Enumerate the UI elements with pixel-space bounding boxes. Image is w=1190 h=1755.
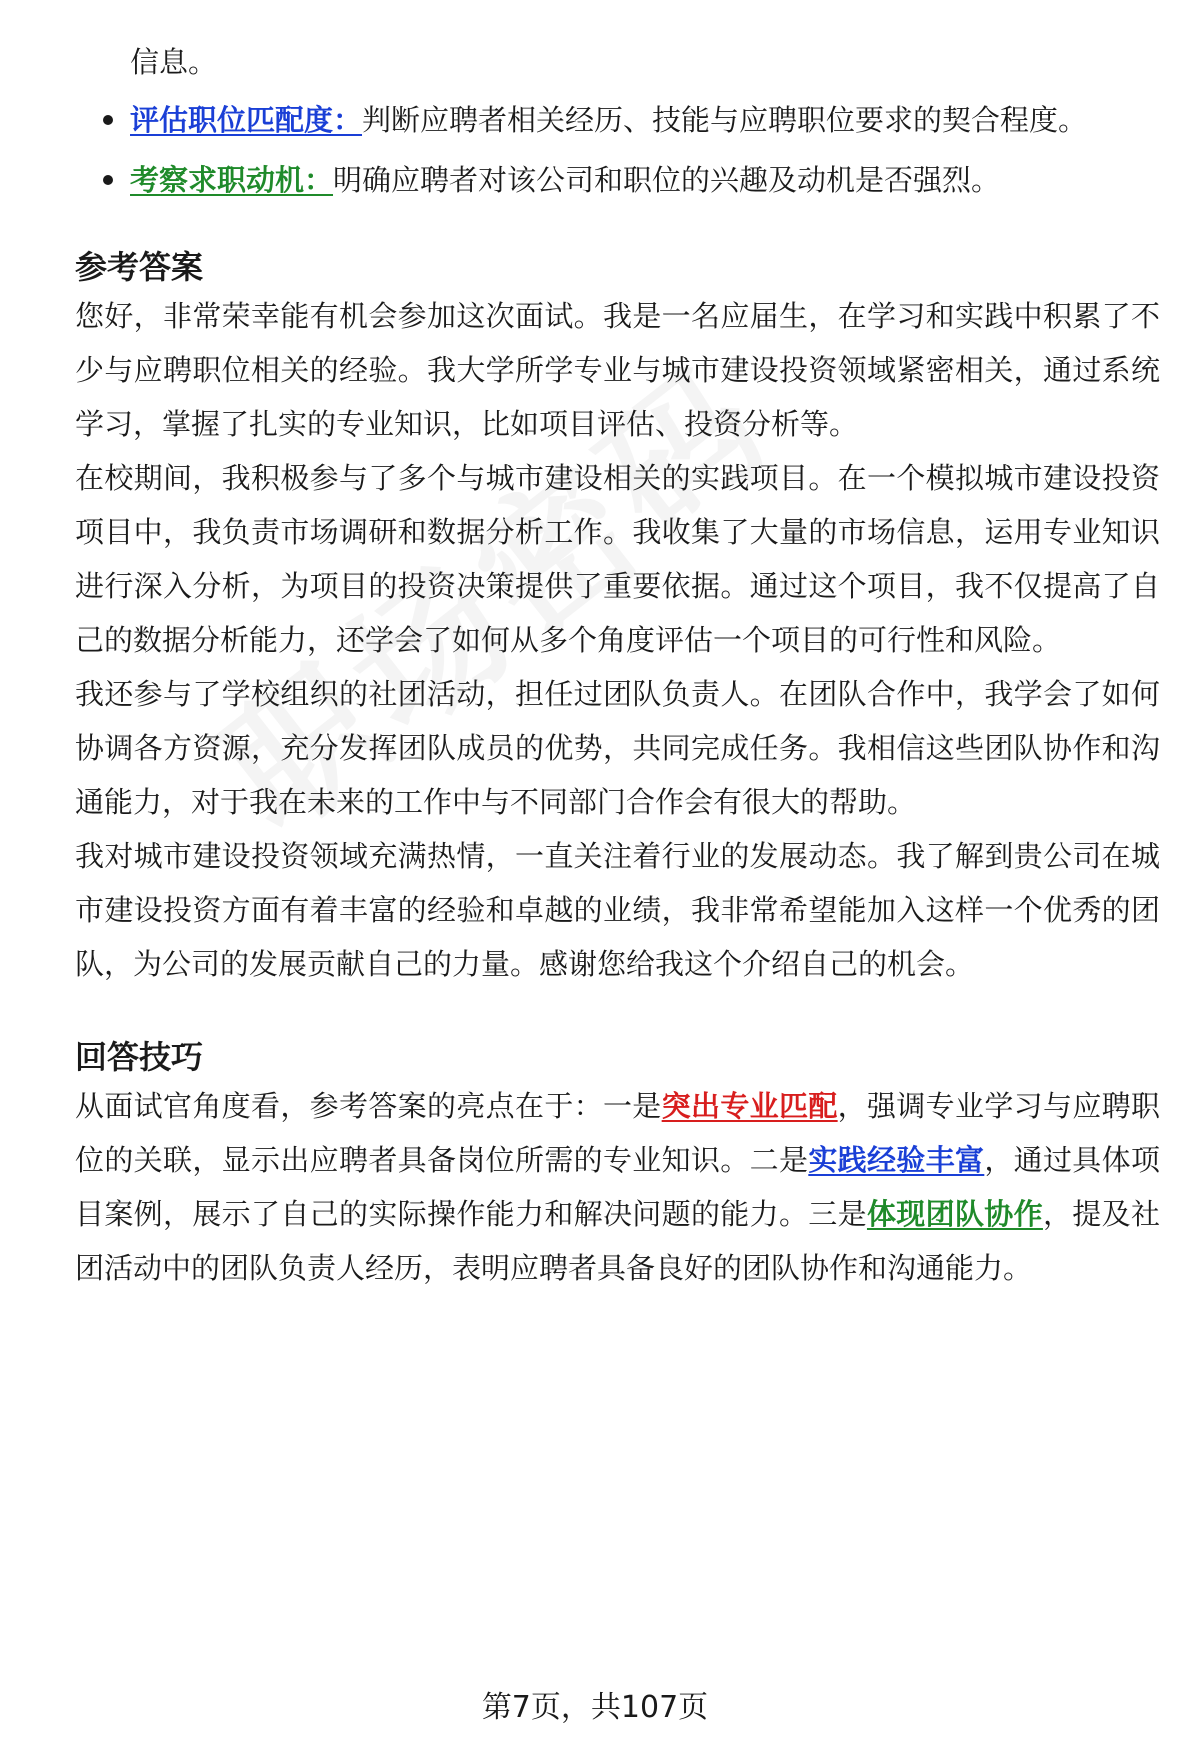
criteria-term: 评估职位匹配度： <box>130 103 363 137</box>
reference-paragraph: 我对城市建设投资领域充满热情，一直关注着行业的发展动态。我了解到贵公司在城市建设投资方面有着丰富的经验和卓越的业绩，我非常希望能加入这样一个优秀的团队，为公司的发展贡献自己的力量。感谢您给我这个介绍自己的机会。 <box>75 839 1160 981</box>
tips-text: 从面试官角度看，参考答案的亮点在于：一是 <box>75 1089 662 1123</box>
bullet-dot-icon <box>103 175 113 185</box>
criteria-list <box>75 100 1160 200</box>
reference-paragraph: 您好，非常荣幸能有机会参加这次面试。我是一名应届生，在学习和实践中积累了不少与应聘职位相关的经验。我大学所学专业与城市建设投资领域紧密相关，通过系统学习，掌握了扎实的专业知识，比如项目评估、投资分析等。 <box>75 299 1160 441</box>
highlight-teamwork: 体现团队协作 <box>866 1197 1043 1231</box>
content <box>75 42 1160 1295</box>
continuation-text: 信息。 <box>130 45 218 79</box>
criteria-text: 明确应聘者对该公司和职位的兴趣及动机是否强烈。 <box>333 163 1001 197</box>
bullet-dot-icon <box>103 115 113 125</box>
tips-text: ，强调专业学习与应聘职位的关联，显示出应聘者具备岗位所需的专业知识。二是 <box>75 1089 1160 1177</box>
reference-paragraph: 我还参与了学校组织的社团活动，担任过团队负责人。在团队合作中，我学会了如何协调各方资源，充分发挥团队成员的优势，共同完成任务。我相信这些团队协作和沟通能力，对于我在未来的工作中与不同部门合作会有很大的帮助。 <box>75 677 1160 819</box>
tips-paragraph <box>75 1079 1160 1295</box>
reference-paragraph: 在校期间，我积极参与了多个与城市建设相关的实践项目。在一个模拟城市建设投资项目中，我负责市场调研和数据分析工作。我收集了大量的市场信息，运用专业知识进行深入分析，为项目的投资决策提供了重要依据。通过这个项目，我不仅提高了自己的数据分析能力，还学会了如何从多个角度评估一个项目的可行性和风险。 <box>75 461 1160 657</box>
list-item <box>75 100 1160 140</box>
highlight-professional-match: 突出专业匹配 <box>661 1089 838 1123</box>
highlight-practice-experience: 实践经验丰富 <box>808 1143 985 1177</box>
tips-heading: 回答技巧 <box>75 1038 204 1076</box>
reference-heading: 参考答案 <box>75 248 204 286</box>
tips-text: ，通过具体项目案例，展示了自己的实际操作能力和解决问题的能力。三是 <box>75 1143 1160 1231</box>
criteria-term: 考察求职动机： <box>130 163 334 197</box>
list-item <box>75 160 1160 200</box>
tips-text: ，提及社团活动中的团队负责人经历，表明应聘者具备良好的团队协作和沟通能力。 <box>75 1197 1160 1285</box>
criteria-text: 判断应聘者相关经历、技能与应聘职位要求的契合程度。 <box>362 103 1088 137</box>
page-number: 第7页，共107页 <box>481 1690 709 1725</box>
